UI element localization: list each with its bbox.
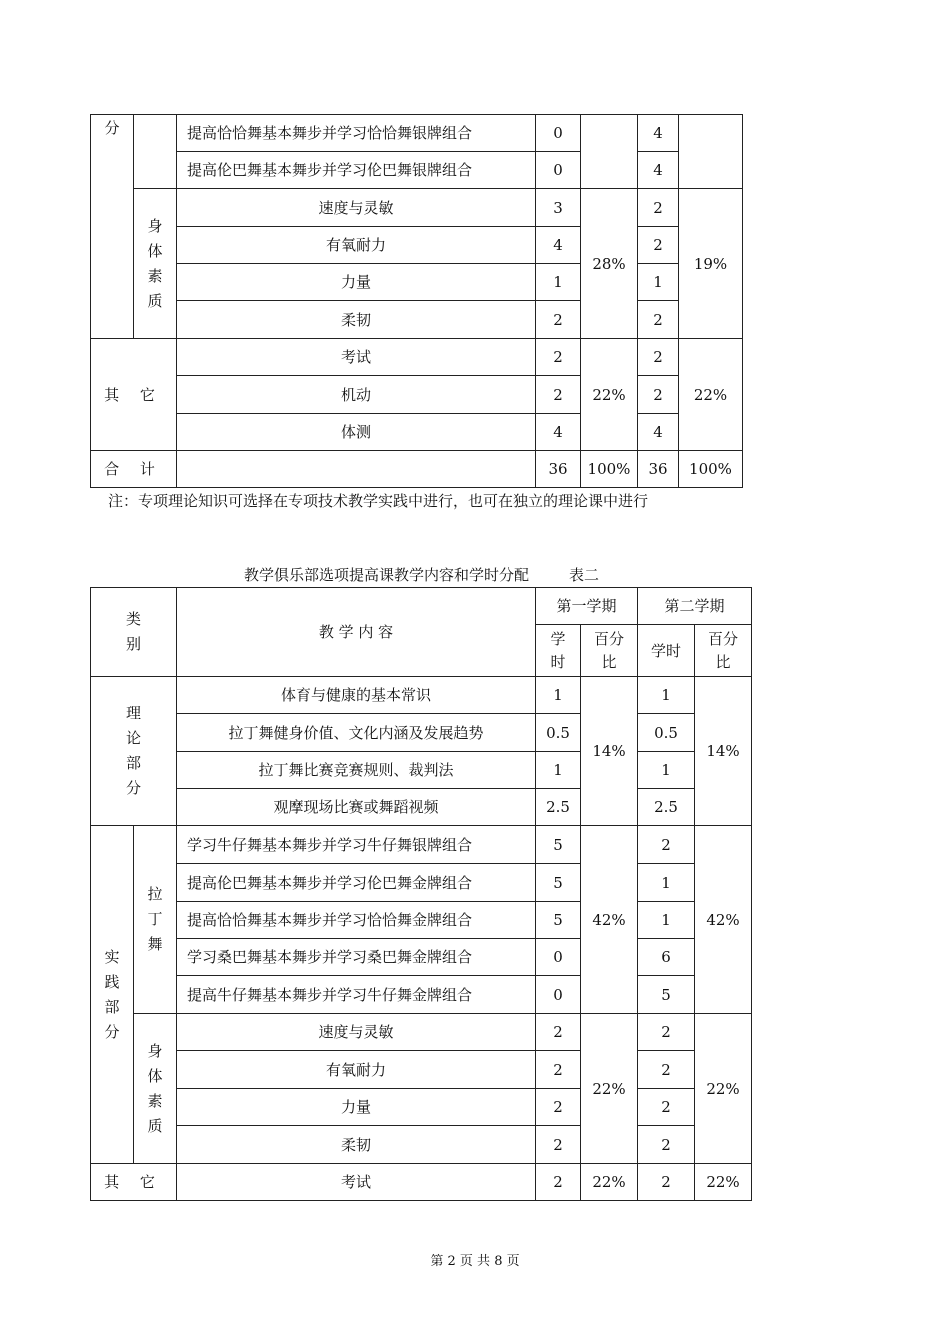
header-percent-term1 — [581, 625, 638, 677]
page-footer: 第 2 页 共 8 页 — [430, 1254, 520, 1269]
header-text: 百分 — [707, 630, 738, 648]
percent-term2: 22% — [695, 1164, 752, 1201]
content-cell: 力量 — [177, 1089, 536, 1126]
content-cell: 柔韧 — [177, 1126, 536, 1164]
hours-term2: 2 — [638, 1126, 695, 1164]
hours-term2: 2 — [638, 1014, 695, 1051]
total-percent-term2: 100% — [679, 451, 743, 488]
percent-term1-empty — [581, 115, 638, 189]
header-char: 学 — [550, 630, 566, 648]
label-char: 理 — [125, 704, 141, 722]
label-char: 实 — [104, 947, 120, 966]
content-cell: 体测 — [177, 414, 536, 451]
continued-table — [90, 114, 743, 488]
header-category — [91, 588, 177, 677]
caption-table-number: 表二 — [569, 566, 600, 584]
hours-term1: 0 — [536, 152, 581, 189]
header-text: 百分 — [593, 630, 624, 648]
content-cell: 机动 — [177, 376, 536, 414]
label-char: 舞 — [147, 935, 163, 953]
hours-term1: 3 — [536, 189, 581, 227]
category-label: 分 — [91, 115, 134, 339]
label-char: 素 — [147, 1091, 163, 1110]
hours-term1: 1 — [536, 264, 581, 301]
hours-term1: 1 — [536, 752, 581, 789]
hours-term1: 5 — [536, 864, 581, 902]
header-content: 教 学 内 容 — [177, 588, 536, 677]
header-term1: 第一学期 — [536, 588, 638, 625]
header-char: 时 — [550, 652, 566, 671]
hours-term2: 2 — [638, 826, 695, 864]
hours-term2: 2 — [638, 339, 679, 376]
content-cell: 速度与灵敏 — [177, 1014, 536, 1051]
header-char: 类 — [125, 610, 141, 628]
percent-term2: 22% — [679, 339, 743, 451]
content-cell: 有氧耐力 — [177, 227, 536, 264]
content-cell: 有氧耐力 — [177, 1051, 536, 1089]
hours-term2: 2 — [638, 376, 679, 414]
hours-term1: 1 — [536, 677, 581, 714]
hours-term1: 0 — [536, 115, 581, 152]
hours-term2: 1 — [638, 752, 695, 789]
label-char: 部 — [125, 754, 141, 772]
hours-term1: 5 — [536, 902, 581, 939]
label-char: 拉 — [147, 885, 163, 903]
label-char: 部 — [104, 997, 120, 1016]
label-char: 质 — [147, 1116, 163, 1135]
label-char: 质 — [147, 291, 163, 310]
header-text: 比 — [601, 652, 617, 671]
label-char: 论 — [125, 729, 141, 747]
content-cell: 拉丁舞健身价值、文化内涵及发展趋势 — [177, 714, 536, 752]
percent-term2: 19% — [679, 189, 743, 339]
hours-term1: 0 — [536, 939, 581, 976]
percent-term2: 14% — [695, 677, 752, 826]
content-cell: 学习牛仔舞基本舞步并学习牛仔舞银牌组合 — [177, 826, 536, 864]
hours-term2: 5 — [638, 976, 695, 1014]
content-cell: 观摩现场比赛或舞蹈视频 — [177, 789, 536, 826]
header-percent-term2 — [695, 625, 752, 677]
percent-term2-empty — [679, 115, 743, 189]
hours-term1: 2 — [536, 1164, 581, 1201]
practice-label — [91, 826, 134, 1164]
label-char: 体 — [147, 1066, 163, 1085]
footnote: 注：专项理论知识可选择在专项技术教学实践中进行，也可在独立的理论课中进行 — [108, 492, 649, 510]
label-char: 身 — [147, 216, 163, 235]
percent-term1: 28% — [581, 189, 638, 339]
physical-label — [134, 189, 177, 339]
content-cell: 力量 — [177, 264, 536, 301]
physical-label — [134, 1014, 177, 1164]
content-cell: 提高伦巴舞基本舞步并学习伦巴舞金牌组合 — [177, 864, 536, 902]
percent-term1: 14% — [581, 677, 638, 826]
header-term2: 第二学期 — [638, 588, 752, 625]
label-char: 丁 — [147, 910, 163, 928]
total-content-empty — [177, 451, 536, 488]
hours-term1: 0.5 — [536, 714, 581, 752]
percent-term1: 42% — [581, 826, 638, 1014]
hours-term1: 2 — [536, 339, 581, 376]
content-cell: 提高牛仔舞基本舞步并学习牛仔舞金牌组合 — [177, 976, 536, 1014]
percent-term1: 22% — [581, 1164, 638, 1201]
header-text: 比 — [715, 652, 731, 671]
hours-term2: 2 — [638, 189, 679, 227]
total-hours-term1: 36 — [536, 451, 581, 488]
hours-term1: 2 — [536, 1051, 581, 1089]
content-cell: 提高伦巴舞基本舞步并学习伦巴舞银牌组合 — [177, 152, 536, 189]
other-label: 其 它 — [91, 1164, 177, 1201]
label-char: 践 — [104, 972, 120, 991]
content-cell: 考试 — [177, 339, 536, 376]
hours-term1: 2.5 — [536, 789, 581, 826]
content-cell: 考试 — [177, 1164, 536, 1201]
hours-term2: 2 — [638, 1051, 695, 1089]
hours-term2: 2.5 — [638, 789, 695, 826]
hours-term2: 2 — [638, 1089, 695, 1126]
theory-label — [91, 677, 177, 826]
hours-term1: 5 — [536, 826, 581, 864]
hours-term1: 0 — [536, 976, 581, 1014]
label-char: 体 — [147, 241, 163, 260]
content-cell: 拉丁舞比赛竞赛规则、裁判法 — [177, 752, 536, 789]
total-hours-term2: 36 — [638, 451, 679, 488]
other-label: 其 它 — [91, 339, 177, 451]
hours-term1: 2 — [536, 376, 581, 414]
latin-label — [134, 826, 177, 1014]
header-char: 别 — [125, 635, 141, 653]
subcategory-empty — [134, 115, 177, 189]
hours-term1: 4 — [536, 414, 581, 451]
content-cell: 学习桑巴舞基本舞步并学习桑巴舞金牌组合 — [177, 939, 536, 976]
hours-term1: 2 — [536, 301, 581, 339]
hours-term1: 2 — [536, 1089, 581, 1126]
percent-term1: 22% — [581, 339, 638, 451]
hours-term2: 6 — [638, 939, 695, 976]
table-caption — [244, 564, 599, 585]
label-char: 素 — [147, 266, 163, 285]
hours-term2: 0.5 — [638, 714, 695, 752]
hours-term2: 1 — [638, 902, 695, 939]
hours-term2: 2 — [638, 1164, 695, 1201]
content-cell: 提高恰恰舞基本舞步并学习恰恰舞银牌组合 — [177, 115, 536, 152]
course-hours-table — [90, 587, 752, 1201]
hours-term2: 4 — [638, 152, 679, 189]
label-char: 身 — [147, 1041, 163, 1060]
total-label: 合 计 — [91, 451, 177, 488]
caption-title: 教学俱乐部选项提高课教学内容和学时分配 — [244, 566, 530, 584]
label-char: 分 — [104, 1022, 120, 1041]
content-cell: 柔韧 — [177, 301, 536, 339]
hours-term2: 4 — [638, 115, 679, 152]
total-percent-term1: 100% — [581, 451, 638, 488]
content-cell: 体育与健康的基本常识 — [177, 677, 536, 714]
content-cell: 速度与灵敏 — [177, 189, 536, 227]
header-hours-term2: 学时 — [638, 625, 695, 677]
header-hours-term1 — [536, 625, 581, 677]
hours-term2: 4 — [638, 414, 679, 451]
hours-term2: 1 — [638, 264, 679, 301]
content-cell: 提高恰恰舞基本舞步并学习恰恰舞金牌组合 — [177, 902, 536, 939]
hours-term1: 2 — [536, 1014, 581, 1051]
hours-term2: 2 — [638, 301, 679, 339]
hours-term2: 2 — [638, 227, 679, 264]
hours-term2: 1 — [638, 677, 695, 714]
percent-term2: 42% — [695, 826, 752, 1014]
hours-term1: 4 — [536, 227, 581, 264]
percent-term2: 22% — [695, 1014, 752, 1164]
percent-term1: 22% — [581, 1014, 638, 1164]
hours-term2: 1 — [638, 864, 695, 902]
hours-term1: 2 — [536, 1126, 581, 1164]
label-char: 分 — [125, 779, 141, 797]
